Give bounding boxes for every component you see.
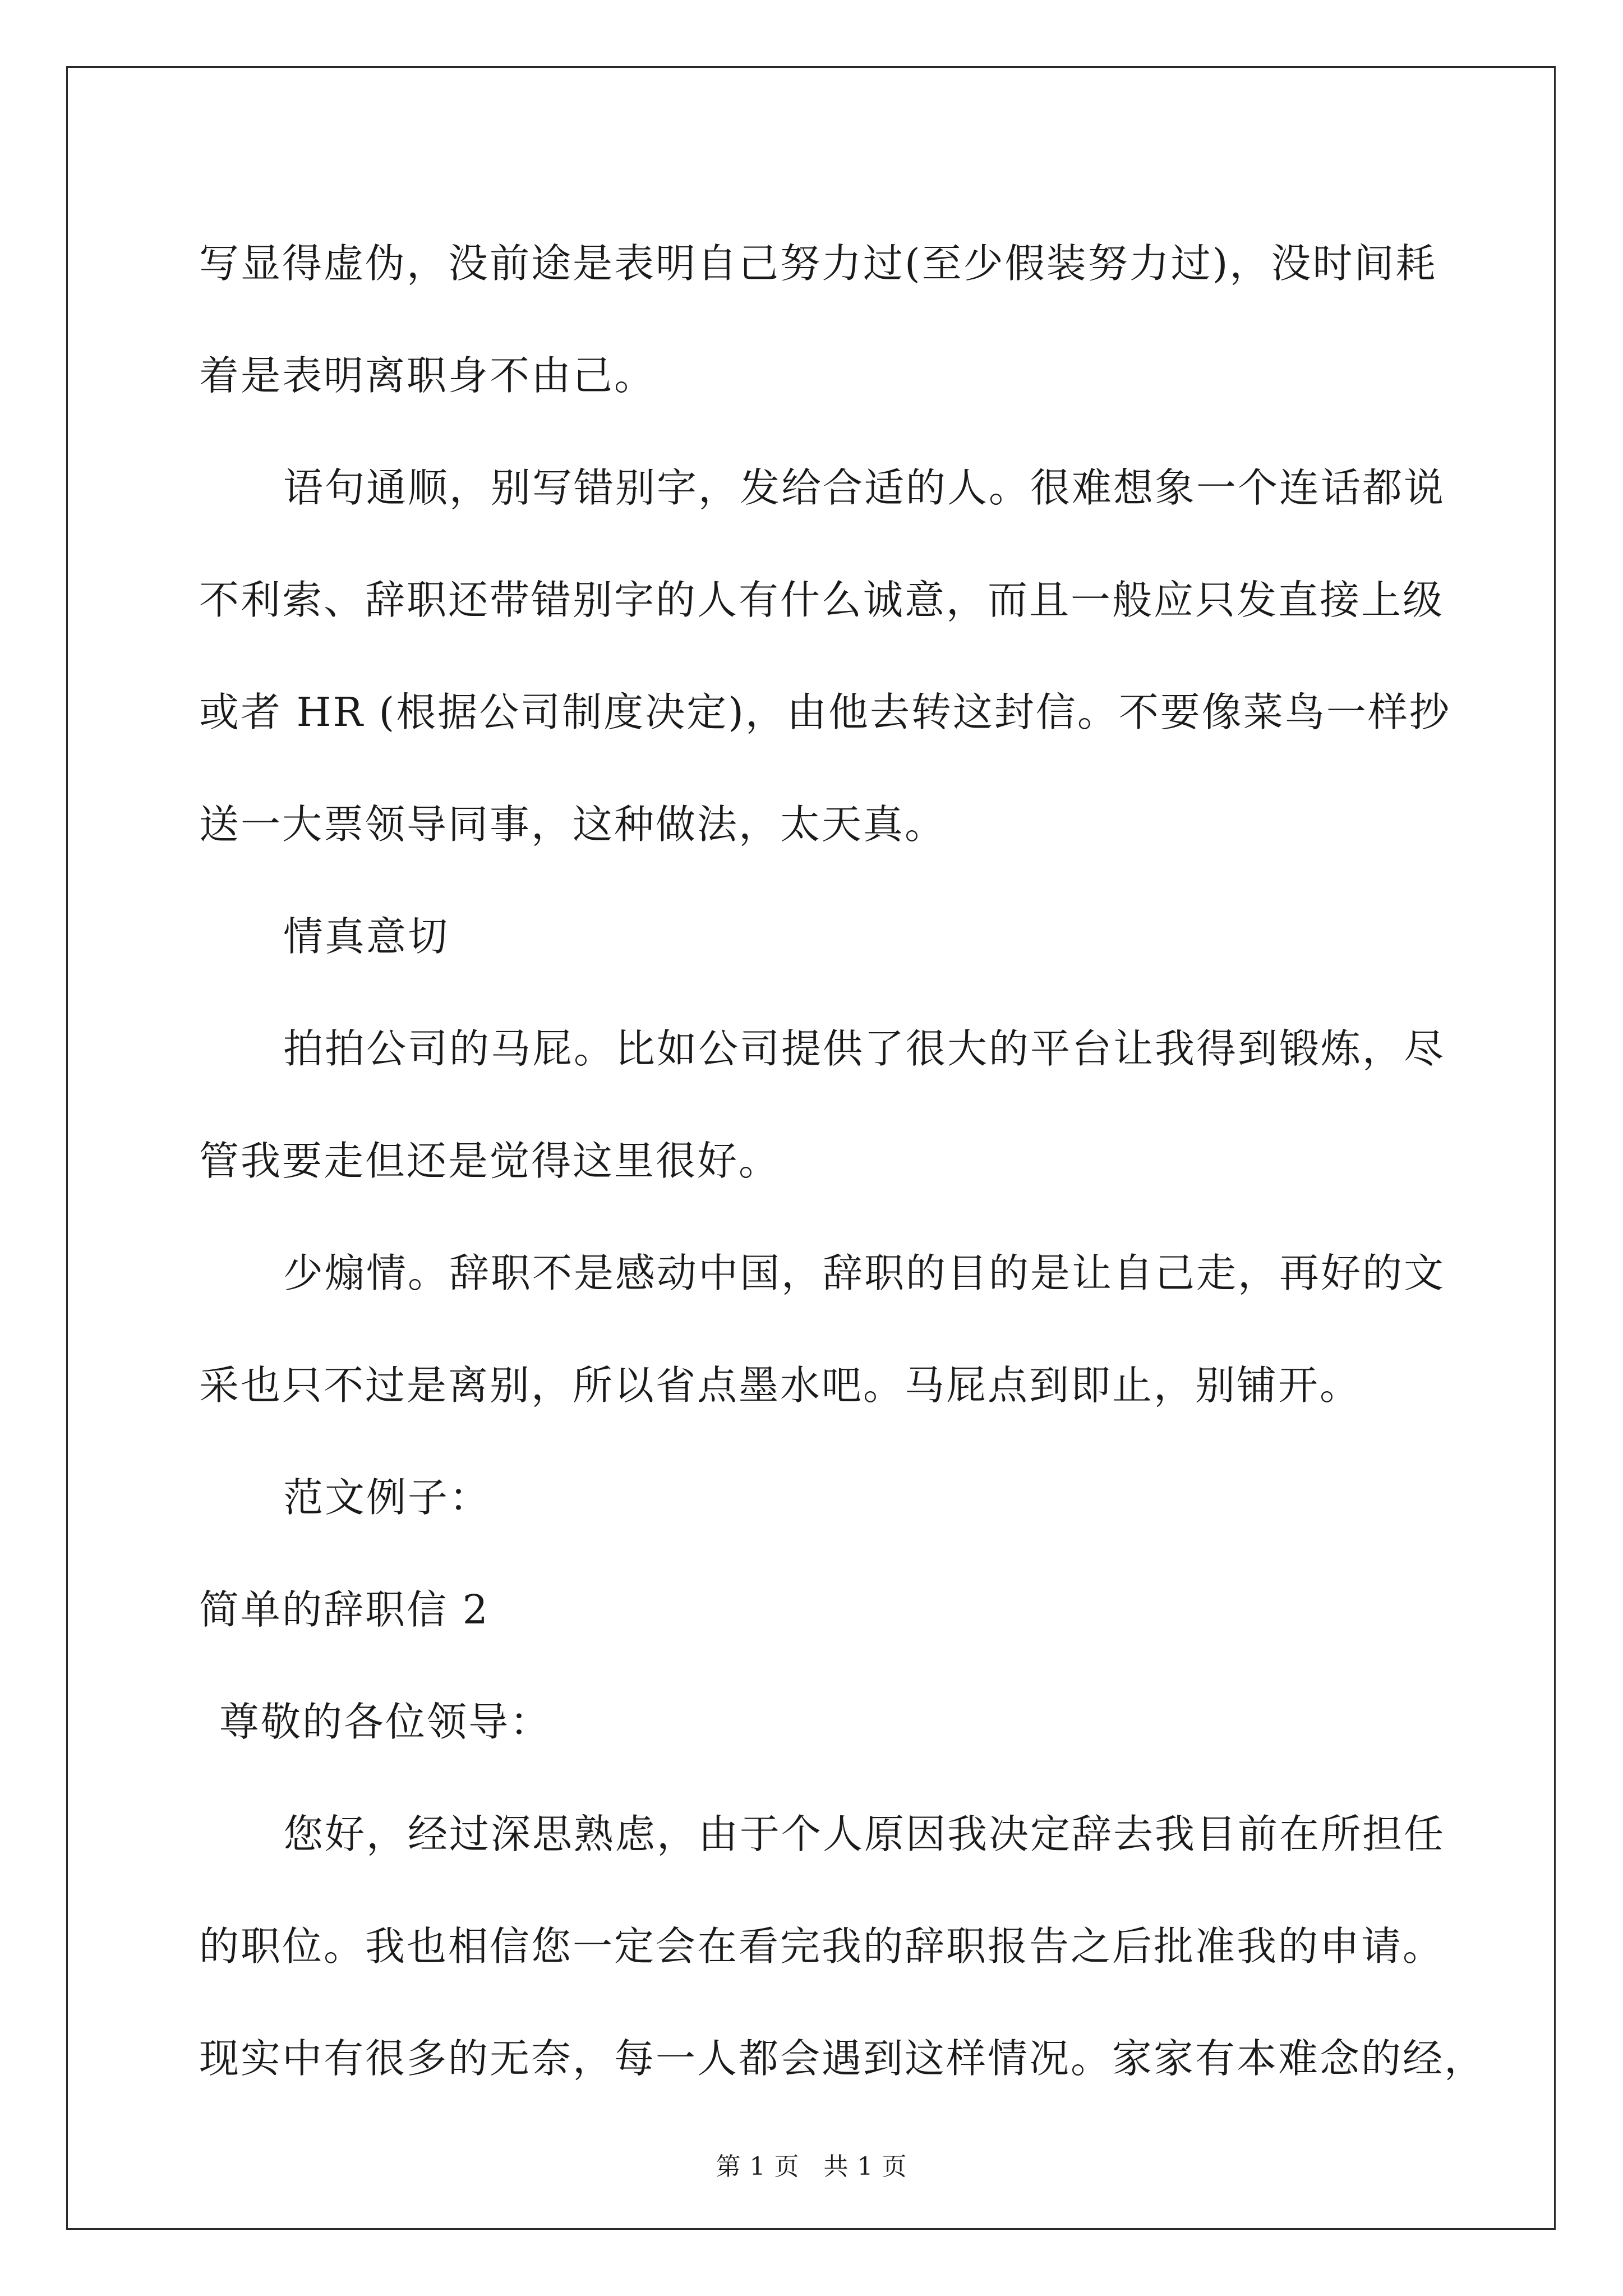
paragraph-line: 您好，经过深思熟虑，由于个人原因我决定辞去我目前在所担任: [283, 1811, 1446, 1857]
paragraph-line: 管我要走但还是觉得这里很好。: [199, 1138, 781, 1184]
paragraph-line: 送一大票领导同事，这种做法，太天真。: [199, 801, 947, 848]
paragraph-line: 少煽情。辞职不是感动中国，辞职的目的是让自己走，再好的文: [283, 1250, 1446, 1296]
document-body: [199, 208, 1486, 2115]
paragraph-line: 采也只不过是离别，所以省点墨水吧。马屁点到即止，别铺开。: [199, 1362, 1362, 1409]
paragraph-line: 语句通顺，别写错别字，发给合适的人。很难想象一个连话都说: [283, 464, 1446, 511]
paragraph-line: 着是表明离职身不由己。: [199, 352, 656, 399]
paragraph-line: 或者 HR (根据公司制度决定)，由他去转这封信。不要像菜鸟一样抄: [199, 689, 1451, 735]
page-number-total: 共 1 页: [823, 2152, 907, 2181]
page-number-current: 第 1 页: [716, 2152, 800, 2181]
page-footer: [0, 2146, 1623, 2182]
paragraph-line: 不利索、辞职还带错别字的人有什么诚意，而且一般应只发直接上级: [199, 577, 1445, 623]
letter-salutation: 尊敬的各位领导：: [219, 1699, 552, 1745]
paragraph-line: 拍拍公司的马屁。比如公司提供了很大的平台让我得到锻炼，尽: [283, 1025, 1446, 1072]
paragraph-line: 范文例子：: [283, 1474, 491, 1521]
paragraph-line: 的职位。我也相信您一定会在看完我的辞职报告之后批准我的申请。: [199, 1923, 1445, 1970]
paragraph-line: 写显得虚伪，没前途是表明自己努力过(至少假装努力过)，没时间耗: [199, 240, 1437, 287]
paragraph-line: 现实中有很多的无奈，每一人都会遇到这样情况。家家有本难念的经，: [199, 2035, 1486, 2082]
section-title: 简单的辞职信 2: [199, 1586, 490, 1633]
section-subheading: 情真意切: [283, 913, 450, 960]
